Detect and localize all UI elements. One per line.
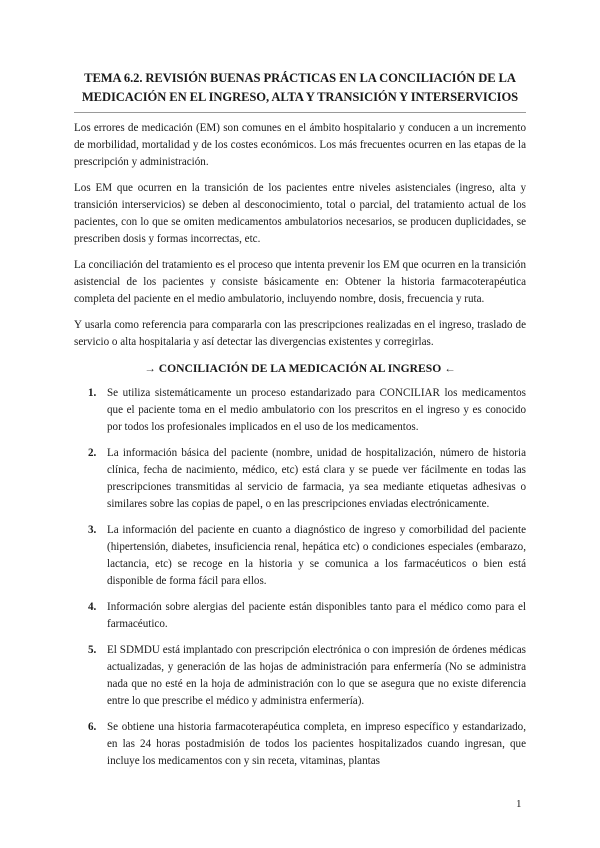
numbered-list <box>74 385 526 770</box>
document-body <box>74 120 526 779</box>
list-item <box>88 385 526 436</box>
list-item <box>88 599 526 633</box>
title-divider <box>74 112 526 113</box>
list-item-number: 4. <box>88 601 97 613</box>
list-item-number: 5. <box>88 644 97 656</box>
paragraph-1: Los errores de medicación (EM) son comunes en el ámbito hospitalario y conducen a un incremento de morbilidad, mortalidad y de los costes económicos. Los más frecuentes ocurren en las etapas de la prescripción y administración. <box>74 122 526 168</box>
list-item <box>88 445 526 513</box>
list-item <box>88 522 526 590</box>
paragraph-3: La conciliación del tratamiento es el proceso que intenta prevenir los EM que ocurren en la transición asistencial de los pacientes y consiste básicamente en: Obtener la historia farmacoterapéutica completa del paciente en el medio ambulatorio, incluyendo nombre, dosis, frecuencia y ruta. <box>74 259 526 305</box>
paragraph-4: Y usarla como referencia para compararla con las prescripciones realizadas en el ingreso, traslado de servicio o alta hospitalaria y así detectar las divergencias existentes y corregirlas. <box>74 319 526 348</box>
page-number: 1 <box>516 798 522 810</box>
paragraph-2: Los EM que ocurren en la transición de los pacientes entre niveles asistenciales (ingreso, alta y transición interservicios) se deben al desconocimiento, total o parcial, del tratamiento actual de los pacientes, con lo que se omiten medicamentos ambulatorios necesarios, se producen duplicidades, se prescriben dosis y formas incorrectas, etc. <box>74 182 526 245</box>
list-item-number: 3. <box>88 524 97 536</box>
document-title: TEMA 6.2. REVISIÓN BUENAS PRÁCTICAS EN LA CONCILIACIÓN DE LA MEDICACIÓN EN EL INGRESO, ALTA Y TRANSICIÓN Y INTERSERVICIOS <box>81 71 519 104</box>
list-item-number: 6. <box>88 721 97 733</box>
list-item-text: Información sobre alergias del paciente están disponibles tanto para el médico como para el farmacéutico. <box>107 601 526 630</box>
section-heading: → CONCILIACIÓN DE LA MEDICACIÓN AL INGRESO ← <box>144 362 456 375</box>
list-item-text: La información del paciente en cuanto a diagnóstico de ingreso y comorbilidad del paciente (hipertensión, diabetes, insuficiencia renal, hepática etc) o condiciones especiales (embarazo, lactancia, etc) se recoge en la historia y se comunica a los farmacéuticos o bien está disponible de forma fácil para ellos. <box>107 524 526 587</box>
list-item-number: 2. <box>88 447 97 459</box>
list-item <box>88 719 526 770</box>
list-item-text: La información básica del paciente (nombre, unidad de hospitalización, número de historia clínica, fecha de nacimiento, médico, etc) está clara y se puede ver fácilmente en todas las prescripciones transmitidas al servicio de farmacia, ya sea mediante etiquetas adhesivas o similares sobre las copias de papel, o en las prescripciones enviadas electrónicamente. <box>107 447 526 510</box>
list-item-text: Se utiliza sistemáticamente un proceso estandarizado para CONCILIAR los medicamentos que el paciente toma en el medio ambulatorio con los prescritos en el ingreso y es conocido por todos los profesionales implicados en el uso de los medicamentos. <box>107 387 526 433</box>
list-item <box>88 642 526 710</box>
list-item-number: 1. <box>88 387 97 399</box>
list-item-text: Se obtiene una historia farmacoterapéutica completa, en impreso específico y estandarizado, en las 24 horas postadmisión de todos los pacientes hospitalizados cuando ingresan, que incluye los medicamentos con y sin receta, vitaminas, plantas <box>107 721 526 767</box>
list-item-text: El SDMDU está implantado con prescripción electrónica o con impresión de órdenes médicas actualizadas, y generación de las hojas de administración para enfermería (No se administra nada que no esté en la hoja de administración con lo que se asegura que no existe diferencia entre lo que prescribe el médico y administra enfermería). <box>107 644 526 707</box>
